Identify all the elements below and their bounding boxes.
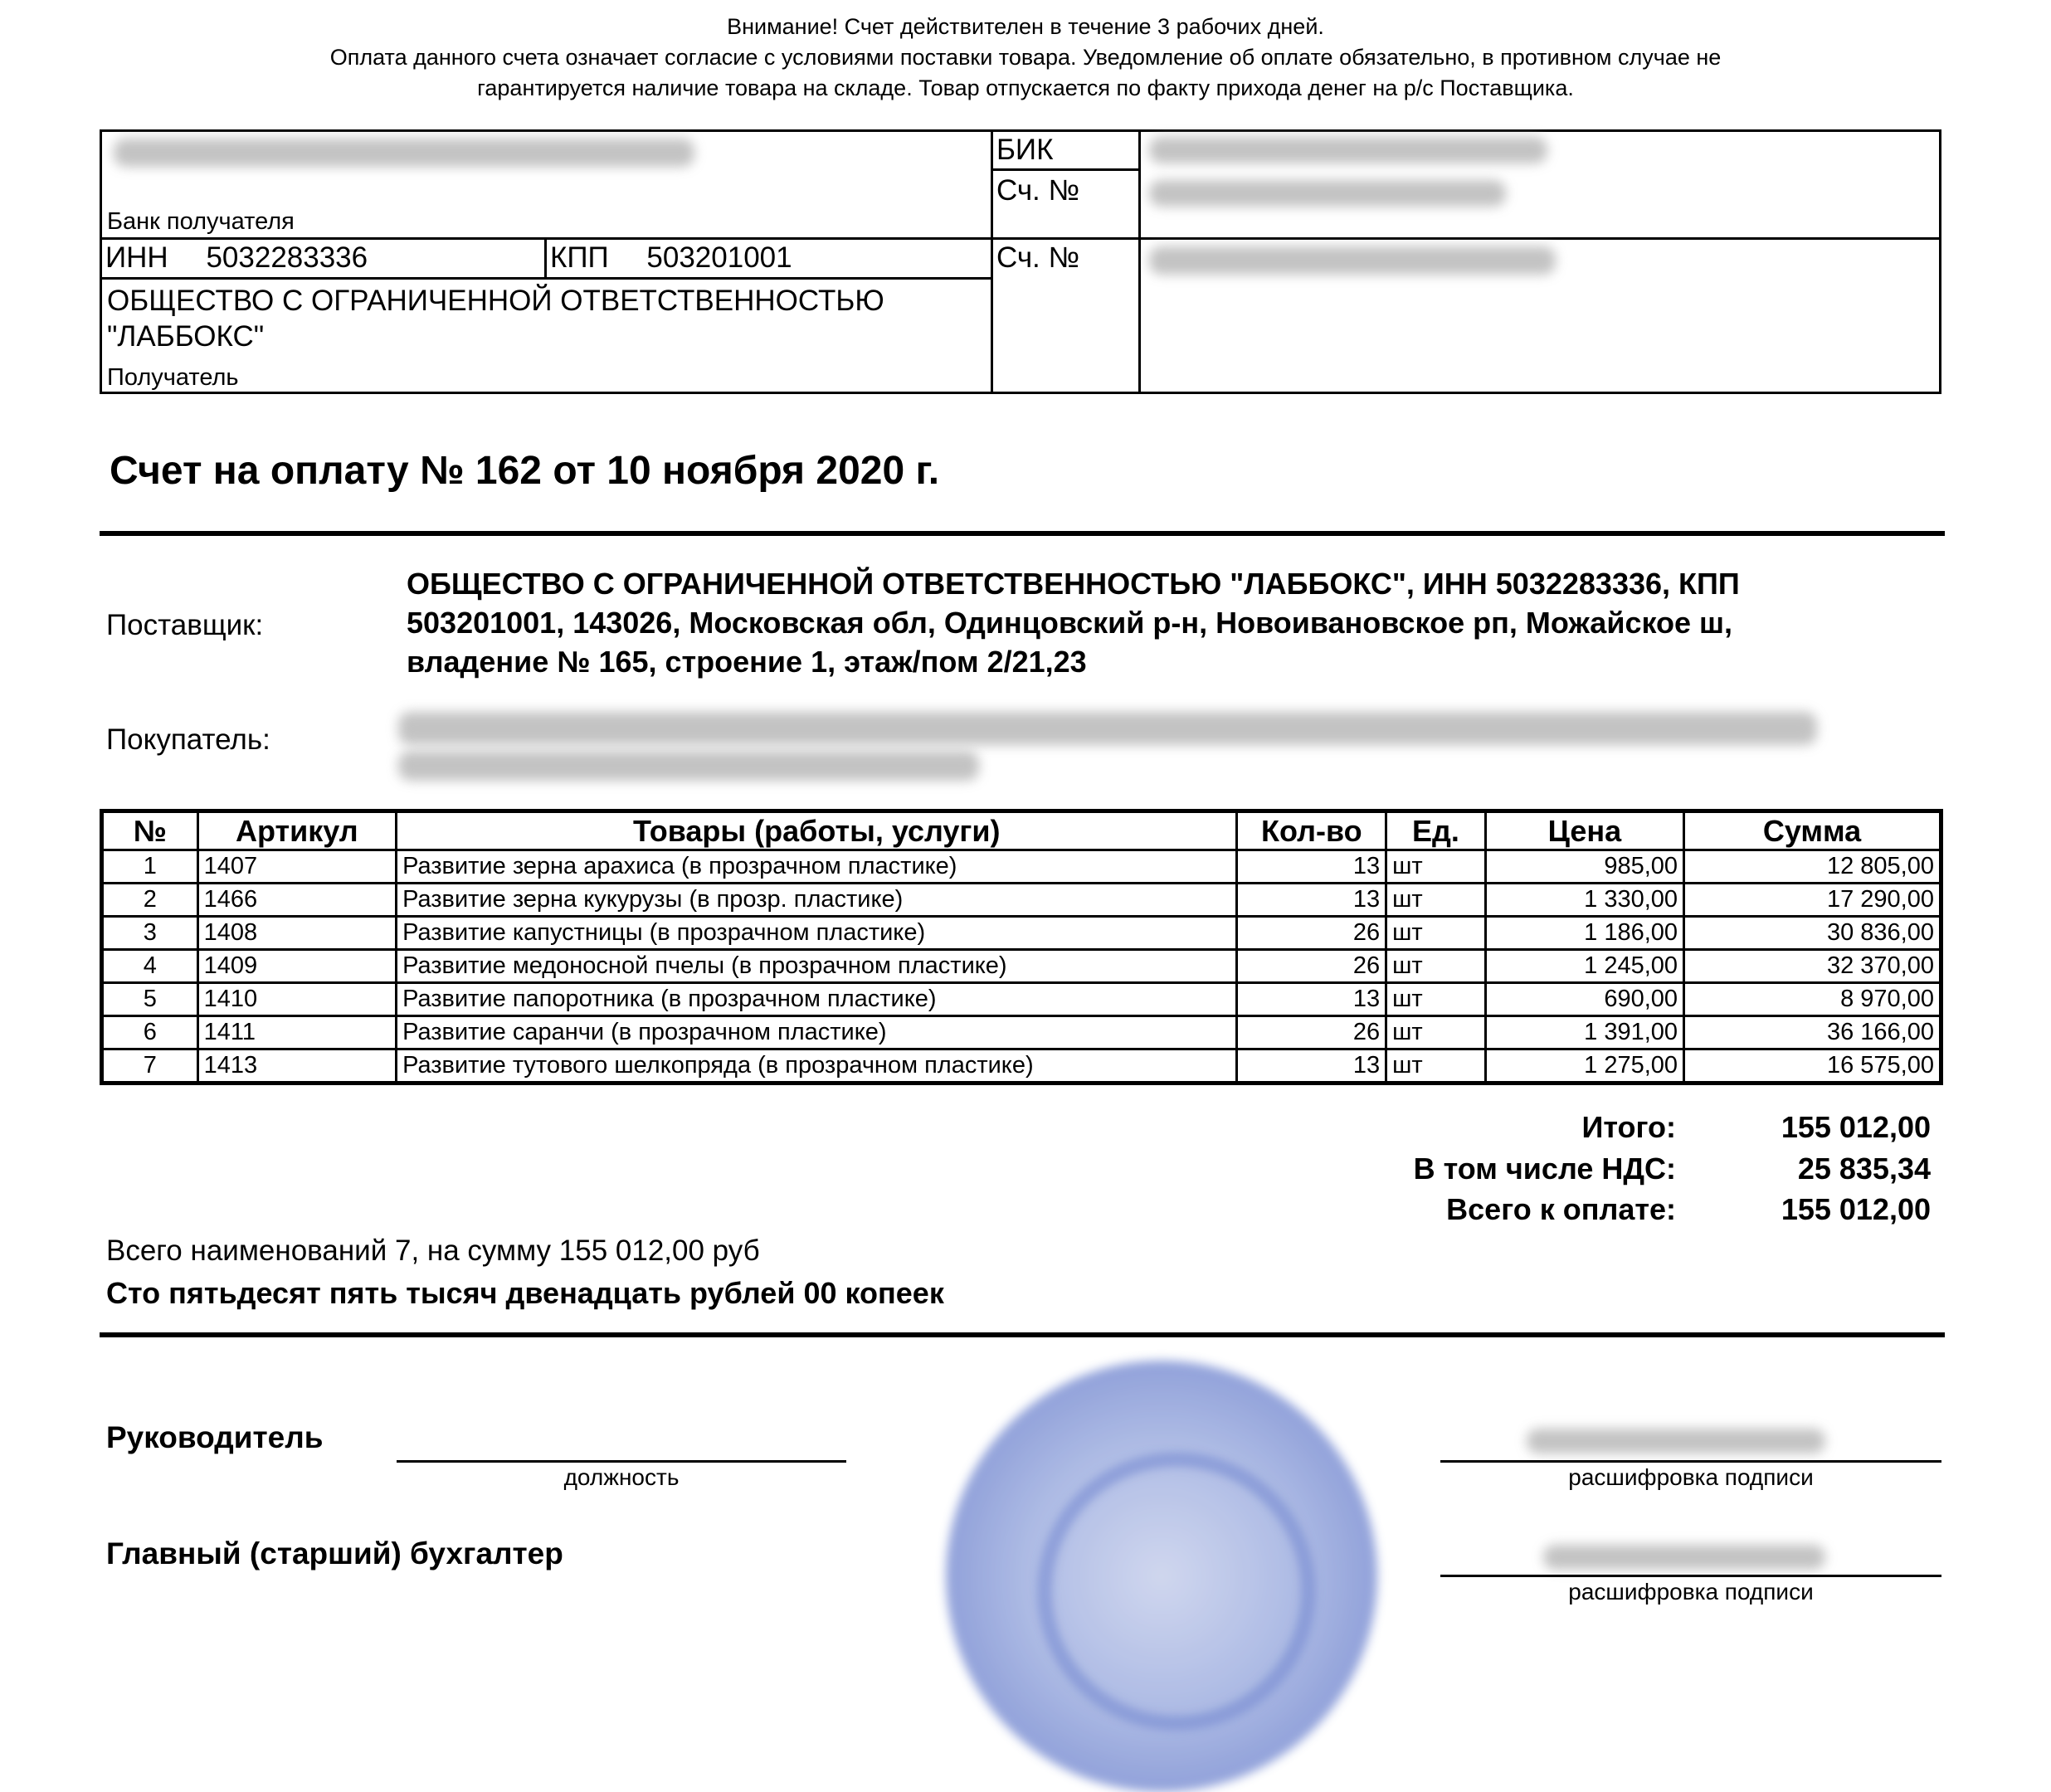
row-unit: шт [1386, 1016, 1486, 1049]
items-table [100, 809, 1943, 1085]
row-price: 985,00 [1485, 850, 1683, 884]
items-count-summary: Всего наименований 7, на сумму 155 012,00 руб [106, 1234, 760, 1267]
row-goods: Развитие тутового шелкопряда (в прозрачном пластике) [397, 1049, 1237, 1083]
recipient-bank-cell [101, 131, 992, 239]
header-number: № [102, 811, 198, 850]
title-divider [100, 531, 1945, 536]
table-row [102, 917, 1941, 950]
table-row [102, 1049, 1941, 1083]
row-number: 2 [102, 884, 198, 917]
recipient-label: Получатель [107, 364, 239, 391]
row-quantity: 13 [1237, 884, 1386, 917]
summary-divider [100, 1332, 1945, 1337]
row-article: 1410 [197, 983, 396, 1016]
row-goods: Развитие зерна арахиса (в прозрачном пластике) [397, 850, 1237, 884]
row-article: 1466 [197, 884, 396, 917]
kpp-label: КПП [549, 241, 609, 274]
bik-account-cell [991, 131, 1139, 239]
inn-label: ИНН [105, 241, 168, 274]
items-header-row [102, 811, 1941, 850]
company-stamp-ring [1037, 1452, 1316, 1731]
row-price: 1 245,00 [1485, 950, 1683, 983]
redacted-bank-name [114, 139, 694, 167]
row-price: 690,00 [1485, 983, 1683, 1016]
recipient-name: ОБЩЕСТВО С ОГРАНИЧЕННОЙ ОТВЕТСТВЕННОСТЬЮ "ЛАББОКС" [107, 285, 884, 353]
kpp-value: 503201001 [646, 241, 792, 274]
row-quantity: 13 [1237, 1049, 1386, 1083]
header-quantity: Кол-во [1237, 811, 1386, 850]
table-row [102, 884, 1941, 917]
row-price: 1 186,00 [1485, 917, 1683, 950]
head-decode-line [1440, 1460, 1941, 1463]
table-row [102, 950, 1941, 983]
row-goods: Развитие капустницы (в прозрачном пластике) [397, 917, 1237, 950]
redacted-bik [1149, 137, 1547, 163]
row-number: 5 [102, 983, 198, 1016]
table-row [102, 983, 1941, 1016]
row-goods: Развитие зерна кукурузы (в прозр. пластике) [397, 884, 1237, 917]
row-unit: шт [1386, 850, 1486, 884]
recipient-account-value-cell [1139, 239, 1940, 393]
row-article: 1411 [197, 1016, 396, 1049]
row-unit: шт [1386, 1049, 1486, 1083]
row-sum: 32 370,00 [1684, 950, 1941, 983]
redacted-buyer-line-2 [398, 751, 979, 781]
row-sum: 12 805,00 [1684, 850, 1941, 884]
row-goods: Развитие саранчи (в прозрачном пластике) [397, 1016, 1237, 1049]
table-row [102, 1016, 1941, 1049]
decode-caption-accountant: расшифровка подписи [1568, 1579, 1814, 1605]
row-sum: 36 166,00 [1684, 1016, 1941, 1049]
row-sum: 17 290,00 [1684, 884, 1941, 917]
row-price: 1 330,00 [1485, 884, 1683, 917]
redacted-recipient-account [1149, 246, 1556, 275]
accountant-label: Главный (старший) бухгалтер [106, 1536, 563, 1570]
row-unit: шт [1386, 983, 1486, 1016]
bik-value-cell [1139, 131, 1940, 239]
vat-value: 25 835,34 [1797, 1152, 1931, 1186]
notice-line-2: Оплата данного счета означает согласие с условиями поставки товара. Уведомление об оплате обязательно, в противном случае не [329, 45, 1722, 70]
bik-label: БИК [993, 132, 1138, 171]
row-number: 1 [102, 850, 198, 884]
header-unit: Ед. [1386, 811, 1486, 850]
row-article: 1409 [197, 950, 396, 983]
row-number: 4 [102, 950, 198, 983]
inn-cell [101, 239, 546, 279]
bank-details-table [100, 129, 1941, 394]
supplier-label: Поставщик: [106, 609, 264, 641]
row-quantity: 26 [1237, 917, 1386, 950]
amount-due-label: Всего к оплате: [1446, 1192, 1676, 1226]
row-sum: 16 575,00 [1684, 1049, 1941, 1083]
header-price: Цена [1485, 811, 1683, 850]
row-quantity: 13 [1237, 850, 1386, 884]
row-article: 1413 [197, 1049, 396, 1083]
supplier-value: ОБЩЕСТВО С ОГРАНИЧЕННОЙ ОТВЕТСТВЕННОСТЬЮ "ЛАББОКС", ИНН 5032283336, КПП 503201001, 143026, Московская обл, Одинцовский р-н, Новоивановское рп, Можайское ш, владение № 165, строение 1, этаж/пом 2/21,23 [407, 567, 1740, 679]
head-position-line [397, 1460, 846, 1463]
row-sum: 8 970,00 [1684, 983, 1941, 1016]
row-price: 1 391,00 [1485, 1016, 1683, 1049]
row-sum: 30 836,00 [1684, 917, 1941, 950]
header-sum: Сумма [1684, 811, 1941, 850]
table-row [102, 850, 1941, 884]
row-quantity: 26 [1237, 1016, 1386, 1049]
bank-label: Банк получателя [107, 208, 295, 235]
row-unit: шт [1386, 917, 1486, 950]
buyer-label: Покупатель: [106, 723, 270, 756]
amount-due-value: 155 012,00 [1781, 1192, 1931, 1226]
redacted-buyer-line-1 [398, 712, 1817, 745]
head-label: Руководитель [106, 1420, 324, 1454]
kpp-cell [545, 239, 991, 279]
redacted-correspondent-account [1149, 180, 1506, 207]
header-article: Артикул [197, 811, 396, 850]
row-unit: шт [1386, 950, 1486, 983]
row-price: 1 275,00 [1485, 1049, 1683, 1083]
decode-caption-head: расшифровка подписи [1568, 1464, 1814, 1490]
row-number: 3 [102, 917, 198, 950]
row-article: 1407 [197, 850, 396, 884]
header-goods: Товары (работы, услуги) [397, 811, 1237, 850]
recipient-cell [101, 279, 992, 393]
vat-label: В том числе НДС: [1413, 1152, 1676, 1186]
correspondent-account-label: Сч. № [996, 174, 1080, 207]
notice-line-3: гарантируется наличие товара на складе. Товар отпускается по факту прихода денег на р/с Поставщика. [477, 75, 1574, 100]
position-caption: должность [563, 1464, 680, 1490]
row-article: 1408 [197, 917, 396, 950]
accountant-decode-line [1440, 1575, 1941, 1577]
row-goods: Развитие медоносной пчелы (в прозрачном пластике) [397, 950, 1237, 983]
redacted-accountant-signature [1543, 1545, 1825, 1570]
recipient-account-label: Сч. № [996, 241, 1080, 274]
invoice-title: Счет на оплату № 162 от 10 ноября 2020 г. [110, 449, 940, 493]
recipient-account-label-cell [991, 239, 1139, 393]
total-label: Итого: [1581, 1110, 1676, 1144]
amount-in-words: Сто пятьдесят пять тысяч двенадцать рублей 00 копеек [106, 1276, 944, 1310]
total-value: 155 012,00 [1781, 1110, 1931, 1144]
row-unit: шт [1386, 884, 1486, 917]
row-number: 6 [102, 1016, 198, 1049]
row-quantity: 13 [1237, 983, 1386, 1016]
redacted-head-signature [1527, 1429, 1825, 1454]
row-goods: Развитие папоротника (в прозрачном пластике) [397, 983, 1237, 1016]
inn-value: 5032283336 [206, 241, 368, 274]
row-quantity: 26 [1237, 950, 1386, 983]
notice-line-1: Внимание! Счет действителен в течение 3 рабочих дней. [727, 14, 1324, 39]
row-number: 7 [102, 1049, 198, 1083]
